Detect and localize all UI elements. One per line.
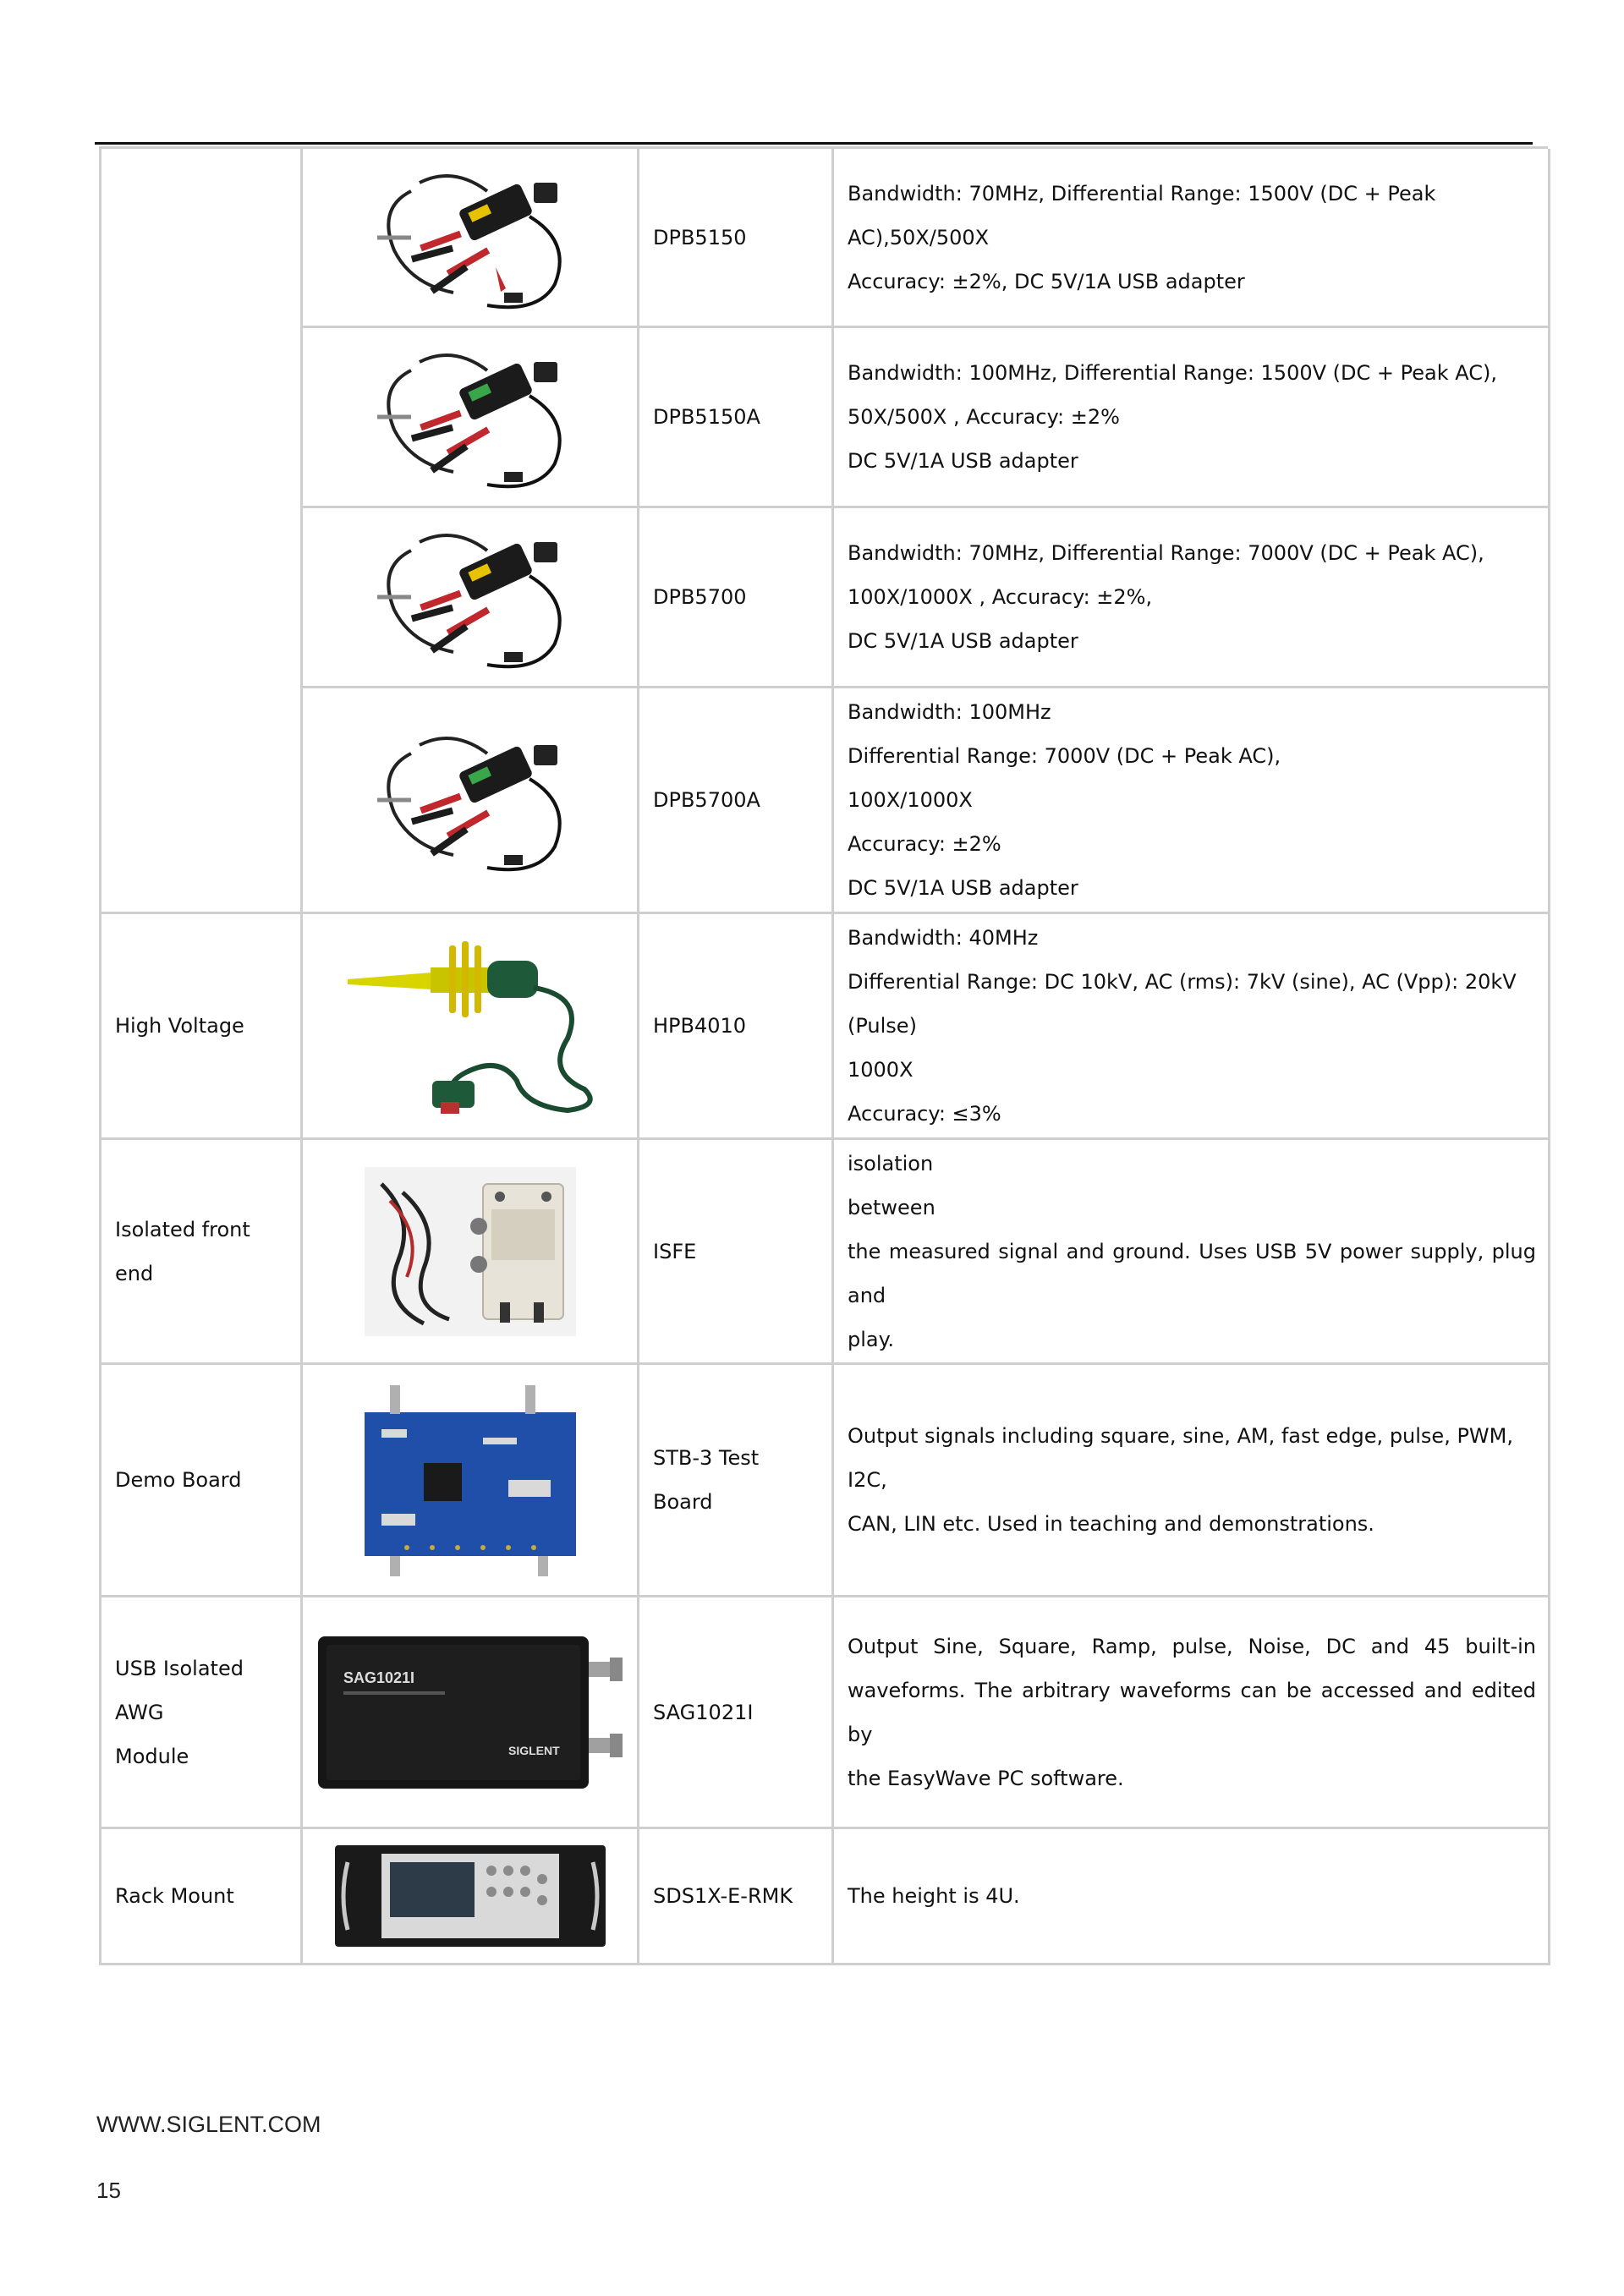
category-label: Isolated front end [115,1217,250,1285]
description-line: the EasyWave PC software. [848,1766,1124,1790]
awg-brand: SIGLENT [508,1743,560,1757]
description-line: Bandwidth: 70MHz, Differential Range: 1500V (DC + Peak AC),50X/500X [848,181,1436,249]
awg-label: SAG1021I [343,1669,414,1686]
description-cell [834,1140,1550,1365]
model-cell [639,1140,834,1365]
description-line: DC 5V/1A USB adapter [848,629,1078,653]
product-image-cell [303,1365,639,1597]
accessories-table [99,146,1548,1965]
category-label: Demo Board [115,1468,242,1492]
description-line: Accuracy: ±2% [848,832,1001,856]
model-cell [639,508,834,688]
model-name: SDS1X-E-RMK [653,1884,793,1908]
product-image-cell [303,914,639,1140]
description-line: 100X/1000X , Accuracy: ±2%, [848,585,1153,609]
category-cell [102,1597,303,1829]
demo-board-image [356,1378,584,1581]
description-line: DC 5V/1A USB adapter [848,876,1078,900]
description-cell [834,508,1550,688]
description-line: Output signals including square, sine, AM, fast edge, pulse, PWM, I2C, [848,1424,1513,1492]
description-line: Accuracy: ±2%, DC 5V/1A USB adapter [848,269,1245,293]
product-image-cell [303,149,639,328]
category-label: High Voltage [115,1014,244,1038]
awg-module-image [310,1619,631,1806]
page-number: 15 [96,2178,121,2203]
description-line: CAN, LIN etc. Used in teaching and demonstrations. [848,1512,1374,1536]
description-line: 1000X [848,1058,914,1082]
description-line: Bandwidth: 100MHz [848,700,1051,724]
product-image-cell [303,508,639,688]
model-cell [639,1597,834,1829]
description-cell [834,914,1550,1140]
model-name: HPB4010 [653,1014,747,1038]
model-cell [639,688,834,914]
description-line: the measured signal and ground. Uses USB 5V power supply, plug and [848,1239,1536,1307]
description-line: Differential Range: DC 10kV, AC (rms): 7kV (sine), AC (Vpp): 20kV (Pulse) [848,970,1517,1038]
description-cell [834,1829,1550,1965]
product-image-cell [303,1140,639,1365]
model-name: SAG1021I [653,1700,754,1724]
category-cell-differential [102,149,303,914]
differential-probe-image [360,157,580,318]
high-voltage-probe-image [331,929,610,1123]
description-line: 50X/500X , Accuracy: ±2% [848,405,1120,429]
category-label-line: USB Isolated AWG [115,1656,244,1724]
category-label: Rack Mount [115,1884,234,1908]
description-line: Accuracy: ≤3% [848,1102,1001,1126]
model-name: DPB5700A [653,788,760,812]
description-line: play. [848,1327,895,1351]
description-line: 100X/1000X [848,788,973,812]
description-line: between [848,1195,935,1219]
description-cell [834,1365,1550,1597]
description-cell [834,328,1550,508]
model-name-line: STB-3 Test [653,1446,760,1470]
model-cell [639,328,834,508]
product-image-cell [303,1597,639,1829]
category-label-line: Module [115,1744,189,1768]
description-cell [834,149,1550,328]
product-image-cell [303,688,639,914]
category-cell [102,1365,303,1597]
product-image-cell [303,1829,639,1965]
model-cell [639,914,834,1140]
model-cell [639,1365,834,1597]
product-image-cell [303,328,639,508]
category-cell [102,914,303,1140]
isolated-front-end-image [365,1167,576,1336]
model-name: ISFE [653,1239,697,1263]
description-line: waveforms. The arbitrary waveforms can be accessed and edited by [848,1678,1536,1746]
description-line: Bandwidth: 70MHz, Differential Range: 7000V (DC + Peak AC), [848,541,1484,565]
differential-probe-image [360,337,580,497]
model-cell [639,149,834,328]
model-name: DPB5150 [653,225,747,249]
model-name-line: Board [653,1490,713,1514]
description-line: The height is 4U. [848,1884,1020,1908]
description-line: DC 5V/1A USB adapter [848,449,1078,473]
category-cell [102,1829,303,1965]
model-cell [639,1829,834,1965]
rack-mount-image [331,1841,610,1951]
model-name: DPB5700 [653,585,747,609]
model-name: DPB5150A [653,405,760,429]
footer-website: WWW.SIGLENT.COM [96,2112,321,2137]
differential-probe-image [360,517,580,677]
description-line: Bandwidth: 100MHz, Differential Range: 1500V (DC + Peak AC), [848,361,1497,385]
description-line: Bandwidth: 40MHz [848,926,1039,950]
description-cell [834,688,1550,914]
description-line: Differential Range: 7000V (DC + Peak AC), [848,744,1281,768]
category-cell [102,1140,303,1365]
description-cell [834,1597,1550,1829]
header-rule [95,142,1533,145]
description-line: isolation [848,1151,934,1175]
description-line: Output Sine, Square, Ramp, pulse, Noise, DC and 45 built-in [848,1634,1536,1658]
differential-probe-image [360,720,580,880]
